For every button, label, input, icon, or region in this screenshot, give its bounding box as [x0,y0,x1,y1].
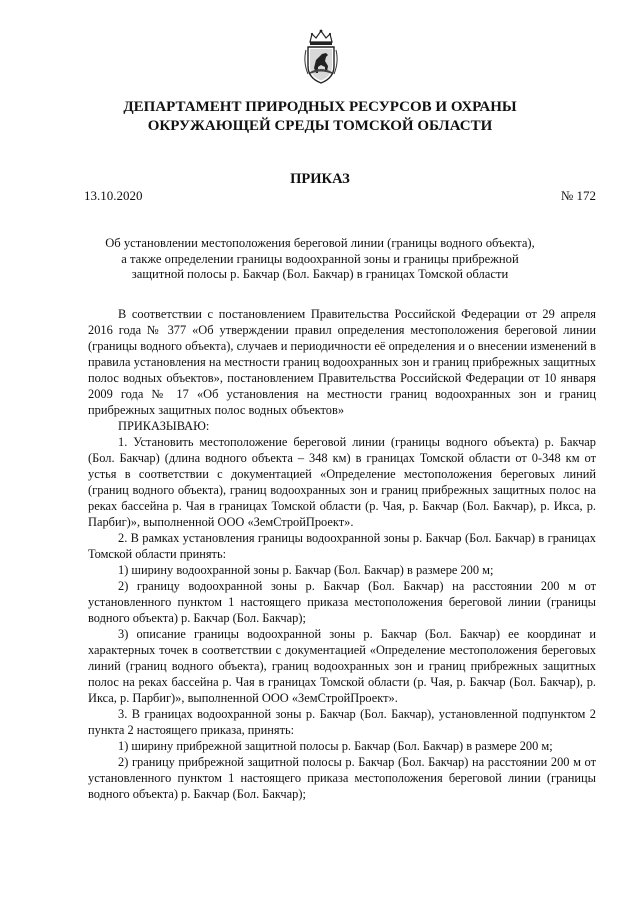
order-title: ПРИКАЗ [290,171,350,187]
order-subject [98,236,542,283]
clause-2-3: 3) описание границы водоохранной зоны р. Бакчар (Бол. Бакчар) ее координат и характерных точек в соответствии с документацией «Определение местоположения береговых линий (границ водного объекта), границ водоохранных зон и границ прибрежных защитных полос на реках бассейна р. Чая в границах Томской области (р. Чая, р. Бакчар (Бол. Бакчар), р. Икса, р. Парбиг)», выполненной ООО «ЗемСтройПроект». [88,627,596,705]
clause-3-2: 2) границу прибрежной защитной полосы р. Бакчар (Бол. Бакчар) на расстоянии 200 м от установленного пунктом 1 настоящего приказа местоположения береговой линии (границы водного объекта) р. Бакчар (Бол. Бакчар); [88,755,596,801]
preamble-paragraph: В соответствии с постановлением Правительства Российской Федерации от 29 апреля 2016 года № 377 «Об утверждении правил определения местоположения береговой линии (границы водного объекта), случаев и периодичности её определения и о внесении изменений в правила установления на местности границ водоохранных зон и границ прибрежных защитных полос водных объектов», постановлением Правительства Российской Федерации от 10 января 2009 года № 17 «Об установления на местности границ водоохранных зон и границ прибрежных защитных полос водных объектов» [88,307,596,417]
clause-2-1: 1) ширину водоохранной зоны р. Бакчар (Бол. Бакчар) в размере 200 м; [118,563,494,577]
clause-2-2: 2) границу водоохранной зоны р. Бакчар (Бол. Бакчар) на расстоянии 200 м от установленного пунктом 1 настоящего приказа местоположения береговой линии (границы водного объекта) р. Бакчар (Бол. Бакчар); [88,579,596,625]
clause-3-1: 1) ширину прибрежной защитной полосы р. Бакчар (Бол. Бакчар) в размере 200 м; [118,739,553,753]
order-date: 13.10.2020 [84,188,143,203]
decree-heading: ПРИКАЗЫВАЮ: [118,419,210,433]
clause-2: 2. В рамках установления границы водоохранной зоны р. Бакчар (Бол. Бакчар) в границах Томской области принять: [88,531,596,561]
subject-line: а также определении границы водоохранной зоны и границы прибрежной [121,251,519,266]
subject-line: Об установлении местоположения береговой линии (границы водного объекта), [105,236,535,250]
order-number: № 172 [560,188,596,203]
coat-of-arms-icon [302,28,340,86]
clause-3: 3. В границах водоохранной зоны р. Бакчар (Бол. Бакчар), установленной подпунктом 2 пункта 2 настоящего приказа, принять: [88,707,596,737]
clause-1: 1. Установить местоположение береговой линии (границы водного объекта) р. Бакчар (Бол. Бакчар) (длина водного объекта – 348 км) в границах Томской области от 0-348 км от устья в соответствии с документацией «Определение местоположения береговых линий (границ водного объекта), границ водоохранных зон и границ прибрежных защитных полос на реках бассейна р. Чая в границах Томской области (р. Чая, р. Бакчар (Бол. Бакчар), р. Икса, р. Парбиг)», выполненной ООО «ЗемСтройПроект». [88,435,596,529]
department-name: ДЕПАРТАМЕНТ ПРИРОДНЫХ РЕСУРСОВ И ОХРАНЫ ОКРУЖАЮЩЕЙ СРЕДЫ ТОМСКОЙ ОБЛАСТИ [123,99,517,134]
order-body [88,306,596,802]
subject-line: защитной полосы р. Бакчар (Бол. Бакчар) в границах Томской области [131,267,509,281]
